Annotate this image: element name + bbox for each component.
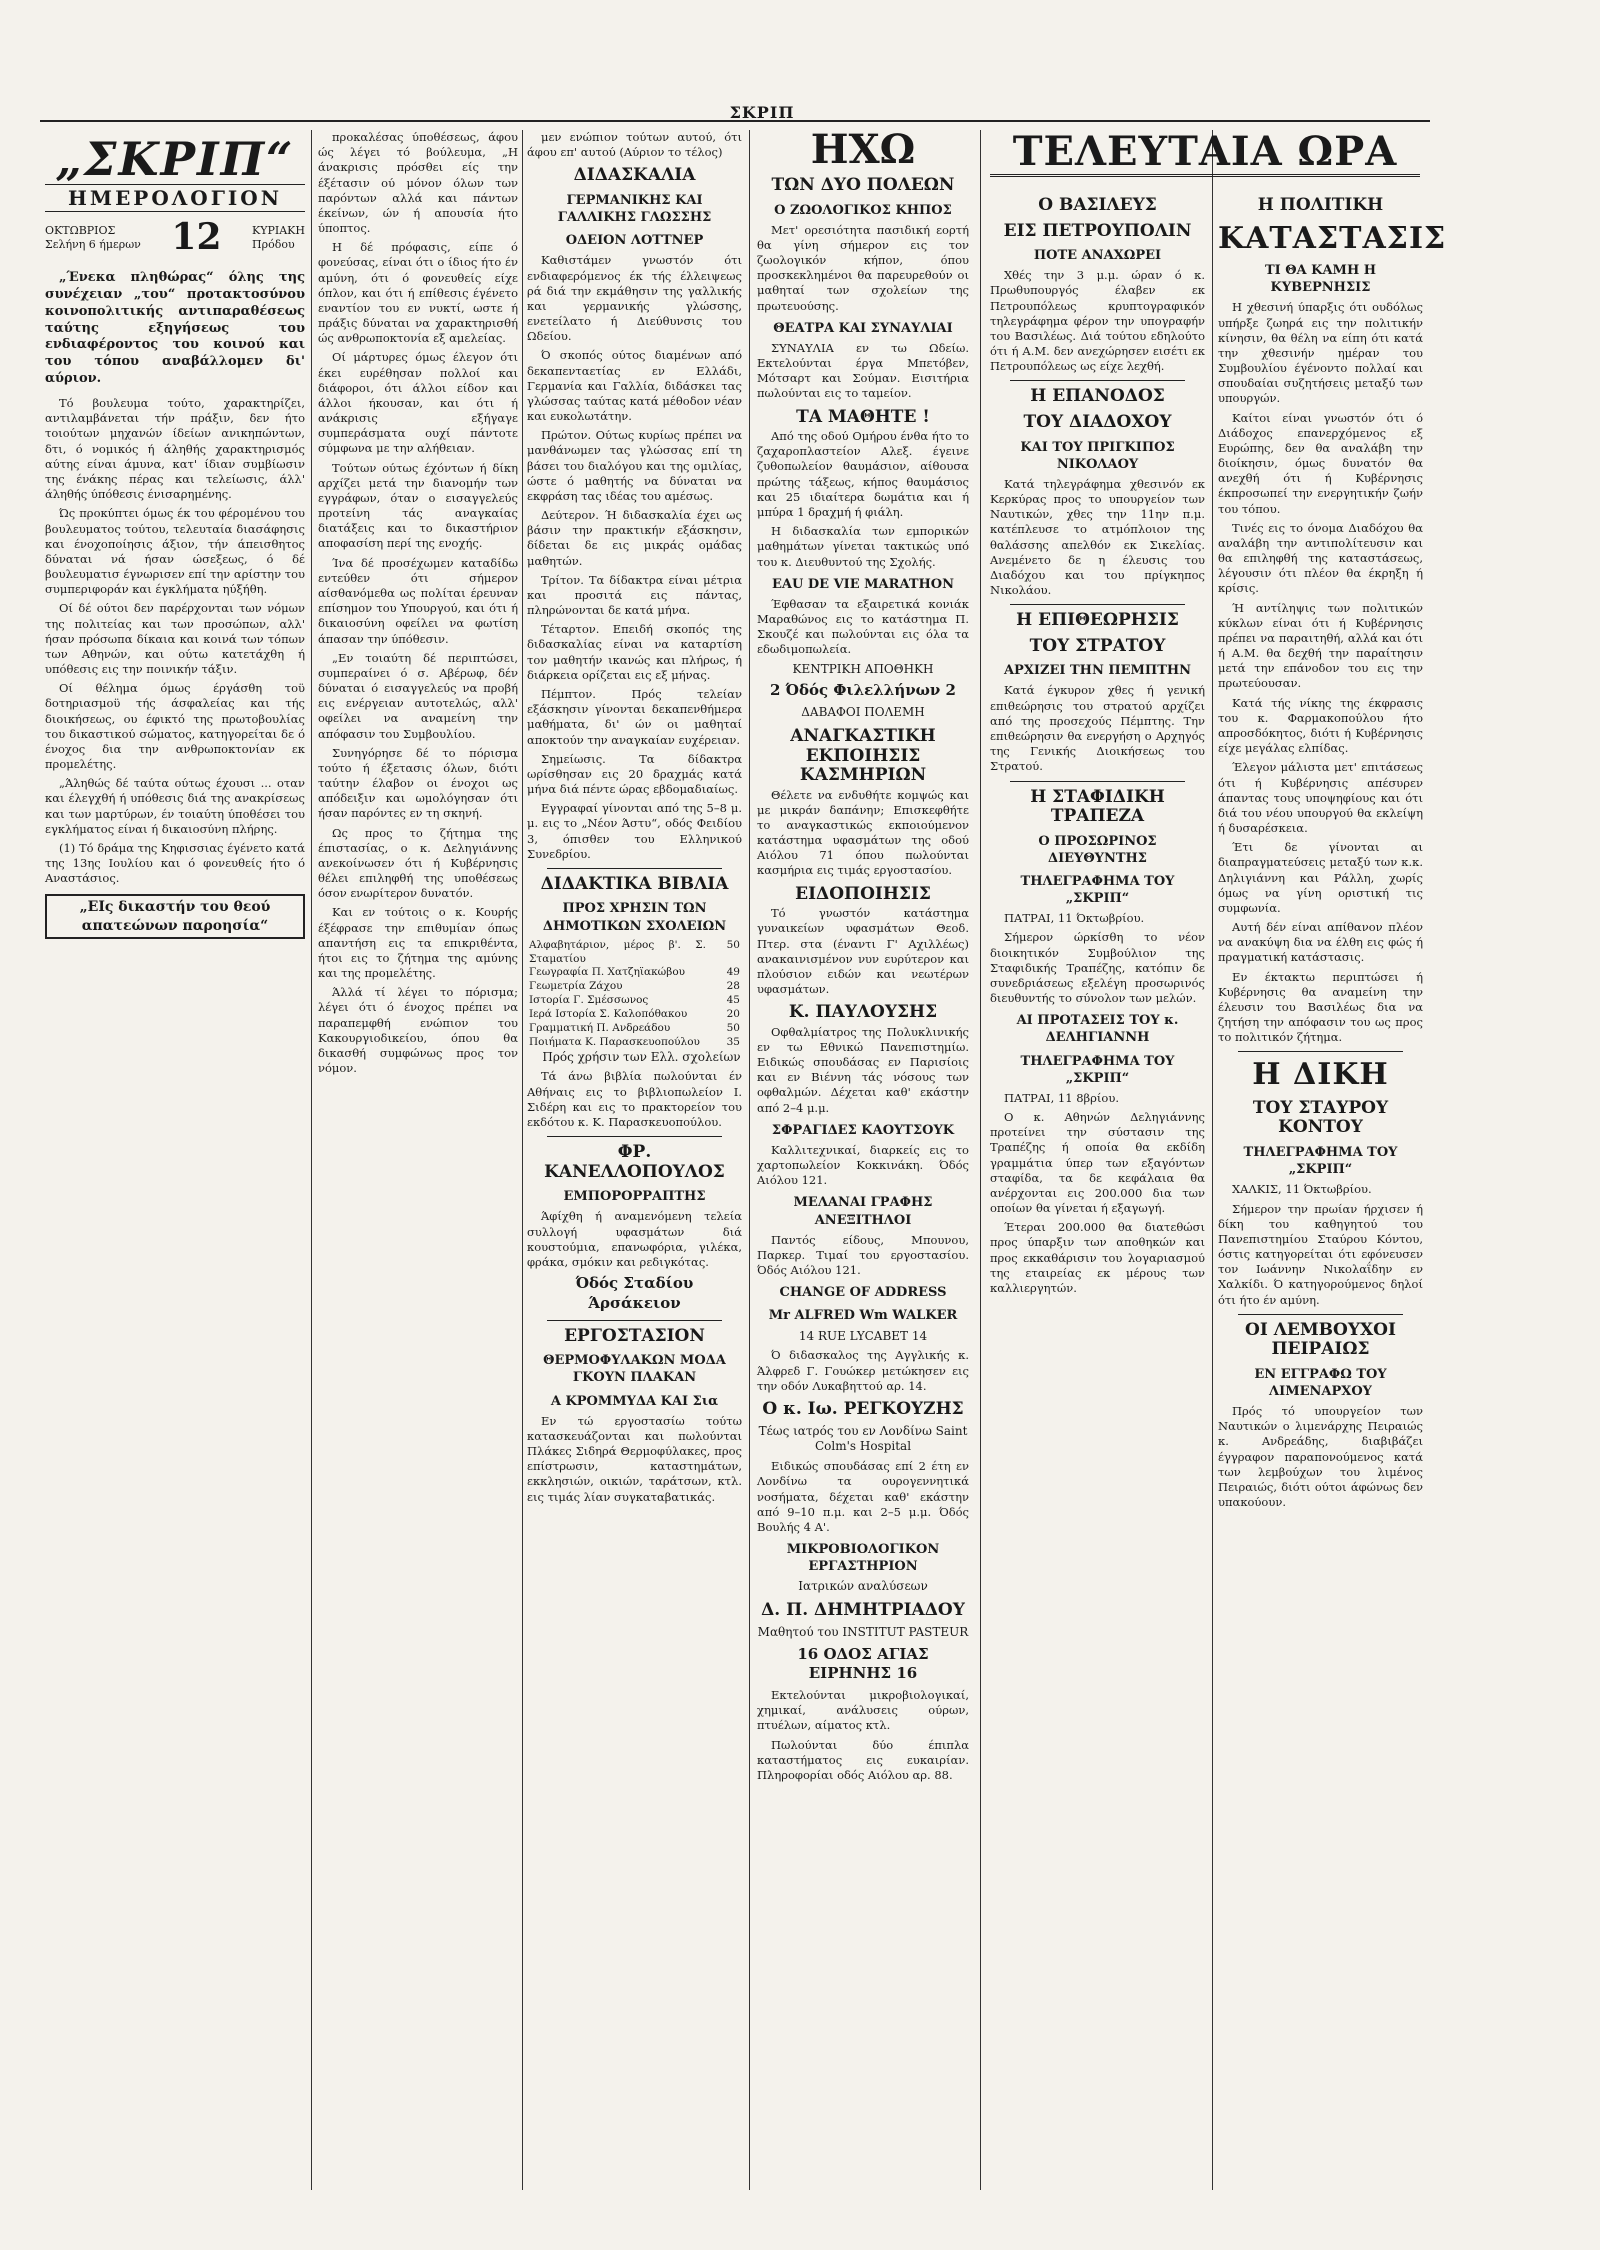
- factory-subheading: ΘΕΡΜΟΦΥΛΑΚΩΝ ΜΟΔΑ ΓΚΟΥΝ ΠΛΑΚΑΝ: [543, 1353, 726, 1386]
- ad-heading: Κ. ΠΑΥΛΟΥΣΗΣ: [788, 1002, 938, 1023]
- ad-heading: ΕΙΔΟΠΟΙΗΣΙΣ: [795, 883, 931, 904]
- ad-heading: ΔΙΔΑΚΤΙΚΑ ΒΙΒΛΙΑ: [540, 873, 729, 894]
- book-row: [527, 980, 742, 994]
- news-subheading: ΑΡΧΙΖΕΙ ΤΗΝ ΠΕΜΠΤΗΝ: [1003, 663, 1192, 679]
- article-paragraph: Άλλά τί λέγει το πόρισμα; λέγει ότι ό ένοχος πρέπει να παραπεμφθή ενώπιον του Κακουργιοδικείου, όπου θα δικασθή συμφώνως προς τον νόμον.: [318, 985, 518, 1076]
- news-paragraph: Η χθεσινή ύπαρξις ότι ουδόλως υπήρξε ζωηρά εις την πολιτικήν κίνησιν, θα θέλη να είπη ότι κατά την χθεσινήν ημέραν του Συμβουλίου έγένοντο πολλαί και σπουδαίαι συζητήσεις μεταξύ των υπουργών.: [1218, 300, 1423, 406]
- news-heading: Η ΔΙΚΗ: [1252, 1057, 1389, 1093]
- article-paragraph: Οί δέ ούτοι δεν παρέρχονται των νόμων της πολιτείας και των προσώπων, αλλ' ήσαν πρόσωπα δίκαια και κοινά των τόπων των Αθηνών, και ούτω κατετάχθη ή υπόθεσις εις την ποινικήν τάξιν.: [45, 601, 305, 677]
- dateline: [45, 214, 305, 262]
- ad-subheading: Mr ALFRED Wm WALKER: [768, 1308, 958, 1324]
- factory-text: Εν τώ εργοστασίω τούτω κατασκευάζονται και πωλούνται Πλάκες Σιδηρά Θερμοφύλακες, προς επίστρωσιν, καταστημάτων, εκκλησιών, οικιών, ταράτσων, κτλ. εις τιμάς λίαν συγκαταβατικάς.: [527, 1413, 742, 1504]
- ad-paragraph: Δεύτερον. Ή διδασκαλία έχει ως βάσιν την πρακτικήν εξάσκησιν, δίδεται δε εις μικράς ομάδας μαθητών.: [527, 508, 742, 568]
- ad-paragraph: Πωλούνται δύο έπιπλα καταστήματος εις ευκαιρίαν. Πληροφορίαι οδός Αιόλου αρ. 88.: [757, 1737, 969, 1782]
- ad-heading: ΜΕΛΑΝΑΙ ΓΡΑΦΗΣ ΑΝΕΞΙΤΗΛΟΙ: [793, 1195, 933, 1228]
- masthead-title: „ΣΚΡΙΠ“: [55, 132, 295, 186]
- book-price: 45: [726, 994, 740, 1007]
- article-paragraph: προκαλέσας ύποθέσεως, άφου ώς λέγει τό βούλευμα, „Η άνακρισις πρόσθει είς την έξέτασιν ού μόνον όλων των παρόντων αλλά και πάντων έκείνων, ών ή απουσία ήτο ύποπτος.: [318, 130, 518, 236]
- top-rule: [40, 120, 1430, 122]
- ad-paragraph: Τρίτον. Τα δίδακτρα είναι μέτρια και προσιτά εις πάντας, πληρώνονται δε κατά μήνα.: [527, 572, 742, 618]
- column-3: [527, 130, 742, 2190]
- news-heading: Η ΕΠΑΝΟΔΟΣ: [1030, 386, 1165, 407]
- article-paragraph: Συνηγόρησε δέ το πόρισμα τούτο ή έξετασις όλων, διότι ταύτην έλαβον οι ένοχοι ως απόδειξιν και ωμολόγησαν ότι ήσαν παρόντες εν τη σκηνή.: [318, 745, 518, 821]
- dateline: ΧΑΛΚΙΣ, 11 Όκτωβρίου.: [1232, 1182, 1372, 1197]
- news-heading: ΤΟΥ ΣΤΡΑΤΟΥ: [1029, 635, 1166, 656]
- column-rule: [749, 130, 750, 2190]
- ad-paragraph: Εγγραφαί γίνονται από της 5–8 μ. μ. εις το „Νέον Άστυ“, οδός Φειδίου 3, όπισθεν του Ελληνικού Συνεδρίου.: [527, 801, 742, 861]
- news-paragraph: Έτεραι 200.000 θα διατεθώσι προς ύπαρξιν των αποθηκών και προς εκκαθάρισιν του λογαριασμού της εταιρείας εκ μέρους των καλλιεργητών.: [990, 1220, 1205, 1295]
- column-6: [1218, 190, 1447, 2250]
- ad-line: ΚΕΝΤΡΙΚΗ ΑΠΟΘΗΚΗ: [792, 661, 934, 676]
- book-price: 49: [726, 966, 740, 979]
- news-subheading: Ο ΠΡΟΣΩΡΙΝΟΣ ΔΙΕΥΘΥΝΤΗΣ: [1038, 833, 1157, 866]
- lead-paragraph: „Ένεκα πληθώρας“ όλης της συνέχειαν „του“ προτακτοσύνου κοινοπολιτικής αντιπαραθέσεως ταύτης εξηγήσεως του ενδιαφέροντος του κοινού και του τόπου αναβάλλομεν δι' αύριον.: [45, 269, 305, 387]
- article-paragraph: Οί θέλημα όμως έργάσθη τοϋ δοτηριασμοϋ τής άσφαλείας και τής διοικήσεως, ου έφικτό της πρωτοβουλίας του δικαστικού σώματος, κατηγορείται δε ό ένοχος δια την ανθρωποκτονίαν εκ προμελέτης.: [45, 681, 305, 772]
- book-price: 20: [726, 1008, 740, 1021]
- ad-paragraph: Πέμπτον. Πρός τελείαν εξάσκησιν γίνονται δεκαπενθήμερα μαθήματα, δι' ών οι μαθηταί αποκτούν την αναγκαίαν ευχέρειαν.: [527, 687, 742, 747]
- ad-paragraph: Παντός είδους, Μπουνου, Παρκερ. Τιμαί του εργοστασίου. Όδός Αιόλου 121.: [757, 1232, 969, 1278]
- ad-paragraph: Καθιστάμεν γνωστόν ότι ενδιαφερόμενος έκ τής έλλειψεως ρά διά την εκμάθησιν της γαλλικής και γερμανικής γλώσσης, ενετείλατο ή Διεύθυνσις του Ωδείου.: [527, 253, 742, 344]
- ad-paragraph: Καλλιτεχνικαί, διαρκείς εις το χαρτοπωλείον Κοκκινάκη. Όδός Αιόλου 121.: [757, 1142, 969, 1188]
- news-heading: ΚΑΤΑΣΤΑΣΙΣ: [1218, 220, 1447, 256]
- month: ΟΚΤΩΒΡΙΟΣ: [45, 223, 116, 237]
- ad-paragraph: Τέταρτον. Επειδή σκοπός της διδασκαλίας είναι να καταρτίση τον μαθητήν ικανώς και πλήρως, ή διάρκεια ορίζεται εις εξ μήνας.: [527, 622, 742, 682]
- ad-paragraph: Σημείωσις. Τα δίδακτρα ωρίσθησαν εις 20 δραχμάς κατά μήνα διά πέντε ώρας εβδομαδιαίως.: [527, 751, 742, 797]
- item-paragraph: ΣΥΝΑΥΛΙΑ εν τω Ωδείω. Εκτελούνται έργα Μπετόβεν, Μότσαρτ και Σούμαν. Εισιτήρια πωλούνται εις το ταμείον.: [757, 340, 969, 401]
- factory-heading: ΕΡΓΟΣΤΑΣΙΟΝ: [564, 1325, 705, 1346]
- separator: [1010, 380, 1185, 381]
- ad-heading: Ο κ. Ιω. ΡΕΓΚΟΥΖΗΣ: [762, 1398, 964, 1419]
- running-head: ΣΚΡΙΠ: [729, 103, 795, 122]
- separator: [1238, 1314, 1403, 1315]
- ad-paragraph: Έφθασαν τα εξαιρετικά κονιάκ Μαραθώνος εις το κατάστημα Π. Σκουζέ και πωλούνται εις όλα τα εδωδιμοπωλεία.: [757, 596, 969, 657]
- news-heading: Η ΕΠΙΘΕΩΡΗΣΙΣ: [1016, 610, 1179, 631]
- section-subtitle: ΤΩΝ ΔΥΟ ΠΟΛΕΩΝ: [771, 175, 955, 195]
- article-paragraph: „Εν τοιαύτη δέ περιπτώσει, συμπεραίνει ό σ. Αβέρωφ, δέν δύναται ό εισαγγελεύς να προβή εις ενέργειαν αυτοτελώς, αλλ' οφείλει να αναμείνη την απόφασιν του Συμβουλίου.: [318, 650, 518, 741]
- ad-paragraph: Οφθαλμίατρος της Πολυκλινικής εν τω Εθνικώ Πανεπιστημίω. Ειδικώς σπουδάσας εν Παρισίοις και εν Βιέννη τάς νόσους των οφθαλμών. Δέχεται καθ' εκάστην από 2–4 μ.μ.: [757, 1024, 969, 1115]
- news-subheading: ΤΙ ΘΑ ΚΑΜΗ Η ΚΥΒΕΡΝΗΣΙΣ: [1264, 263, 1377, 296]
- book-price: 50: [726, 938, 740, 951]
- tailor-text: Άφίχθη ή αναμενόμενη τελεία συλλογή υφασμάτων διά κουστούμια, επανωφόρια, γιλέκα, φράκα, σμόκιν και ρεδιγκότας.: [527, 1209, 742, 1269]
- tailor-address: Όδός Σταδίου Άρσάκειον: [575, 1274, 694, 1312]
- column-rule: [980, 130, 981, 2190]
- news-paragraph: Καίτοι είναι γνωστόν ότι ό Διάδοχος επανερχόμενος εξ Ευρώπης, δεν θα αναλάβη την διοίκησιν, όμως δυνατόν θα ανεχθή ότι ή Κυβέρνησις έκπροσωπεί την ενεργητικήν ζωήν του τόπου.: [1218, 410, 1423, 516]
- ad-heading: ΣΦΡΑΓΙΔΕΣ ΚΑΟΥΤΣΟΥΚ: [771, 1122, 955, 1138]
- weekday: ΚΥΡΙΑΚΗ: [252, 223, 305, 237]
- news-heading: ΕΙΣ ΠΕΤΡΟΥΠΟΛΙΝ: [1003, 220, 1192, 241]
- ad-paragraph: Ό σκοπός ούτος διαμένων από δεκαπενταετίας εν Ελλάδι, Γερμανία και Γαλλία, διδάσκει τας γλώσσας ταύτας κατά μέθοδον νέαν και ευκολωτάτην.: [527, 348, 742, 424]
- news-paragraph: Κατά τής νίκης της έκφρασις του κ. Φαρμακοπούλου ήτο απροσδόκητος, διότι ή Κυβέρνησις είχε μεγάλας ελπίδας.: [1218, 695, 1423, 756]
- books-note-paragraph: Τά άνω βιβλία πωλούνται έν Αθήναις εις το βιβλιοπωλείον Ι. Σιδέρη και εις το πρακτορείον του εκδότου κ. Κ. Παρασκευοπούλου.: [527, 1069, 742, 1129]
- article-paragraph: Η δέ πρόφασις, είπε ό φονεύσας, είναι ότι ο ίδιος ήτο έν αμύνη, ότι ό φονευθείς είχε όπλον, και ότι ή επίθεσις έγένετο εναντίον του εν νυκτί, ωστε ή πράξις δύναται να χαρακτηρισθή ώς ανθρωποκτονία εξ αμελείας.: [318, 240, 518, 346]
- separator: [1238, 1051, 1403, 1052]
- book-title: Ιερά Ιστορία Σ. Καλοπόθακου: [529, 1008, 688, 1021]
- book-title: Γεωγραφία Π. Χατζηϊακώβου: [529, 966, 686, 979]
- article-paragraph: „Άληθώς δέ ταύτα ούτως έχουσι ... οταν και έλεγχθή ή υπόθεσις διά της ανακρίσεως και των μαρτύρων, έν τοιαύτη ύποθέσει του εγκλήματος είναι ή δικαιοσύνη πλήρης.: [45, 776, 305, 836]
- separator: [1010, 604, 1185, 605]
- column-4: [757, 126, 969, 2190]
- news-heading: ΤΟΥ ΣΤΑΥΡΟΥ ΚΟΝΤΟΥ: [1252, 1097, 1389, 1138]
- column-rule: [311, 130, 312, 2190]
- news-paragraph: Σήμερον ώρκίσθη το νέον διοικητικόν Συμβούλιον της Σταφιδικής Τραπέζης, κατόπιν δε συνεδριάσεως εξελέγη προσωρινός διευθυντής το σύνολον των μελών.: [990, 930, 1205, 1006]
- section-banner: ΤΕΛΕΥΤΑΙΑ ΩΡΑ: [990, 130, 1420, 177]
- news-paragraph: Ή αντίληψις των πολιτικών κύκλων είναι ότι ή Κυβέρνησις πρέπει να παραιτηθή, αλλά και ότι ή Α.Μ. θα δεχθή την παραίτησιν μετά την επάνοδον του εις την πρωτεύουσαν.: [1218, 600, 1423, 691]
- news-paragraph: Κατά τηλεγράφημα χθεσινόν εκ Κερκύρας προς το υπουργείον των Ναυτικών, χθες την 11ην π.μ. κατέπλευσε το ατμόπλοιον της θαλάσσης απελθόν εκ Σικελίας. Ανεμένετο δε η έλευσις του Διαδόχου και του πρίγκηπος Νικολάου.: [990, 476, 1205, 598]
- ad-heading: ΔΙΔΑΣΚΑΛΙΑ: [573, 165, 696, 186]
- day-number: 12: [171, 216, 222, 259]
- article-paragraph: Τό βουλευμα τούτο, χαρακτηρίζει, αντιλαμβάνεται τήν πράξιν, δεν ήτο τοιούτων μηχανών ίδείων ανικηπώντων, δτι, ό νομικός ή άληθής χαρακτηρισμός αύτης είναι άμυνα, κατ' ίδιαν συμβίωσιν της ένάκης πέρας και τελείωσις, άλλ' άληθής ύπόθεσις ένισαρημένης.: [45, 396, 305, 502]
- book-title: Ιστορία Γ. Σμέσσωνος: [529, 994, 649, 1007]
- ad-heading: Δ. Π. ΔΗΜΗΤΡΙΑΔΟΥ: [761, 1600, 965, 1621]
- news-paragraph: Χθές την 3 μ.μ. ώραν ό κ. Πρωθυπουργός έλαβεν εκ Πετρουπόλεως κρυπτογραφικόν τηλεγράφημα φέρον την υπογραφήν του Βασιλέως. Διά τούτου εδηλούτο ότι ή Α.Μ. δεν ανεχώρησεν εισέτι εκ Πετρουπόλεως ως είχε λεχθή.: [990, 268, 1205, 374]
- news-subheading: ΠΟΤΕ ΑΝΑΧΩΡΕΙ: [1033, 248, 1162, 264]
- news-heading: Ο ΒΑΣΙΛΕΥΣ: [1038, 195, 1157, 215]
- ad-paragraph: Τό γνωστόν κατάστημα γυναικείων υφασμάτων Θεοδ. Πτερ. στα (έναντι Γ' Αχιλλέως) ανακαινισμένον νυν ευρύτερον και πλούσιον ειδών και νεωτέρων υφασμάτων.: [757, 906, 969, 997]
- news-paragraph: Κατά έγκυρον χθες ή γενική επιθεώρησις του στρατού αρχίζει από της προσεχούς Πέμπτης. Την επιθεώρησιν θα ενεργήση ο Αρχηγός της Γενικής Διοικήσεως του Στρατού.: [990, 683, 1205, 774]
- news-paragraph: Αυτή δέν είναι απίθανον πλέον να ανακύψη δια να έλθη εις φώς ή πραγματική κατάστασις.: [1218, 920, 1423, 965]
- book-price: 50: [726, 1021, 740, 1034]
- article-paragraph: Ως προς το ζήτημα της έπιστασίας, ο κ. Δεληγιάννης ανεκοίνωσεν ότι ή Κυβέρνησις θέλει επιληφθή της υποθέσεως όσον ενωρίτερον δυνατόν.: [318, 825, 518, 901]
- ad-address: 2 Όδός Φιλελλήνων 2: [770, 681, 956, 700]
- news-heading: Η ΠΟΛΙΤΙΚΗ: [1257, 195, 1384, 215]
- news-paragraph: Πρός τό υπουργείον των Ναυτικών ο λιμενάρχης Πειραιώς κ. Ανδρεάδης, διαβιβάζει έγγραφον παραπονούμενος κατά των λεμβούχων του λιμένος Πειραιώς, διότι ούτοι άφώνως δεν υπακούουν.: [1218, 1404, 1423, 1510]
- item-heading: Ο ΖΩΟΛΟΓΙΚΟΣ ΚΗΠΟΣ: [774, 202, 952, 218]
- column-rule: [522, 130, 523, 2190]
- factory-owner: Α ΚΡΟΜΜΥΔΑ ΚΑΙ Σια: [550, 1393, 719, 1409]
- article-paragraph: Τούτων ούτως έχόντων ή δίκη αρχίζει μετά την διανομήν των εγγράφων, όταν ο εισαγγελεύς προτείνη τάς αναγκαίας διατάξεις και το δικαστήριον αποφασίση περί της ενοχής.: [318, 460, 518, 551]
- book-row: [527, 966, 742, 980]
- news-heading: ΟΙ ΛΕΜΒΟΥΧΟΙ ΠΕΙΡΑΙΩΣ: [1245, 1319, 1396, 1360]
- article-paragraph: Ίνα δέ προσέχωμεν καταδίδω εντεύθεν ότι σήμερον αίσθανόμεθα ως πολίται έρευναν επίσημον του Υπουργού, και ότι ή δικαιοσύνη οφείλει να φωτίση άπασαν την ύπόθεσιν.: [318, 555, 518, 646]
- news-paragraph: Ο κ. Αθηνών Δεληγιάννης προτείνει την σύστασιν της Τραπέζης ή οποία θα εκδίδη γραμμάτια ύπερ των εξαγόντων σταφίδα, τα δε κεφάλαια θα ανέρχονται εις 200.000 δια των οποίων θα γίνεται ή εξαγωγή.: [990, 1110, 1205, 1216]
- column-1: [45, 130, 305, 2190]
- ad-paragraph: Ό διδασκαλος της Αγγλικής κ. Άλφρεδ Γ. Γουώκερ μετώκησεν εις την οδόν Λυκαβηττού αρ. 14.: [757, 1348, 969, 1393]
- boxed-quote: „ΕΙς δικαστήν του θεού απατεώνων παροησία“: [45, 894, 305, 939]
- news-paragraph: Σήμερον την πρωίαν ήρχισεν ή δίκη του καθηγητού του Πανεπιστημίου Σταύρου Κόντου, όστις κατηγορείται ότι εφόνευσεν τον Ιωάννην Νικολαΐδην εν Χαλκίδι. Ό κατηγορούμενος δηλοί ότι ήτο έν αμύνη.: [1218, 1201, 1423, 1307]
- ad-line: Τέως ιατρός του εν Λονδίνω Saint Colm's Hospital: [758, 1423, 968, 1454]
- ad-paragraph: Θέλετε να ενδυθήτε κομψώς και με μικράν δαπάνην; Επισκεφθήτε το αναγκαστικώς εκποιούμενον κατάστημα υφασμάτων της οδού Αιόλου 71 όπου πωλούνται κασμήρια εις τιμάς εργοστασίου.: [757, 787, 969, 878]
- ad-heading: ΑΝΑΓΚΑΣΤΙΚΗ ΕΚΠΟΙΗΣΙΣ ΚΑΣΜΗΡΙΩΝ: [790, 725, 936, 786]
- masthead-subtitle: ΗΜΕΡΟΛΟΓΙΟΝ: [45, 184, 305, 212]
- article-paragraph: Ώς προκύπτει όμως έκ του φέρομένου του βουλευματος τούτου, τελευταία διασάφησις και ένοχοποίησις άξιον, τήν άπεισθητος δύναται νά ήσαν ώσεξεως, ό δέ βουλευματισ έγνωρισεν επί την αρίστην του συμπεριφοράν και έγκλήματα ηύξήθη.: [45, 506, 305, 597]
- book-title: Αλφαβητάριον, μέρος β'. Σ. Σταματίου: [529, 938, 706, 965]
- tailor-name: ΦΡ. ΚΑΝΕΛΛΟΠΟΥΛΟΣ: [544, 1142, 725, 1182]
- book-row: [527, 1022, 742, 1036]
- news-heading: Η ΣΤΑΦΙΔΙΚΗ ΤΡΑΠΕΖΑ: [1030, 786, 1165, 827]
- news-subheading: ΑΙ ΠΡΟΤΑΣΕΙΣ ΤΟΥ κ. ΔΕΛΗΓΙΑΝΝΗ: [1016, 1013, 1179, 1046]
- dateline: ΠΑΤΡΑΙ, 11 Όκτωβρίου.: [1004, 911, 1145, 926]
- ad-paragraph: Από της οδού Ομήρου ένθα ήτο το ζαχαροπλαστείον Αλεξ. έγεινε ζυθοπωλείον θαυμάσιον, αίθουσα πρώτης τάξεως, κήπος θαυμάσιος και 25 ιδιαίτερα δωμάτια και ή μπύρα 1 δραχμή ή φιάλη.: [757, 429, 969, 519]
- ad-paragraph: Η διδασκαλία των εμπορικών μαθημάτων γίνεται τακτικώς υπό του κ. Διευθυντού της Σχολής.: [757, 524, 969, 569]
- ad-heading: ΜΙΚΡΟΒΙΟΛΟΓΙΚΟΝ ΕΡΓΑΣΤΗΡΙΟΝ: [786, 1542, 940, 1575]
- ad-address: 16 ΟΔΟΣ ΑΓΙΑΣ ΕΙΡΗΝΗΣ 16: [797, 1644, 929, 1683]
- news-subheading: ΤΗΛΕΓΡΑΦΗΜΑ ΤΟΥ „ΣΚΡΙΠ“: [1020, 1053, 1175, 1086]
- book-title: Ποιήματα Κ. Παρασκευοπούλου: [529, 1035, 700, 1048]
- item-heading: ΘΕΑΤΡΑ ΚΑΙ ΣΥΝΑΥΛΙΑΙ: [773, 320, 953, 336]
- books-note: Πρός χρήσιν των Ελλ. σχολείων: [542, 1049, 741, 1064]
- section-title: ΗΧΩ: [810, 126, 916, 173]
- ad-paragraph: Εκτελούνται μικροβιολογικαί, χημικαί, ανάλυσεις ούρων, πτυέλων, αίματος κτλ.: [757, 1688, 969, 1733]
- item-paragraph: Μετ' ορεσιότητα πασιδική εορτή θα γίνη σήμερον εις τον ζωολογικόν κήπον, όπου προσκεκλημένοι θα παρευρεθούν οι μαθηταί των σχολείων της πρωτευούσης.: [757, 222, 969, 313]
- ad-heading: EAU DE VIE MARATHON: [772, 576, 954, 592]
- ad-subheading: ΓΕΡΜΑΝΙΚΗΣ ΚΑΙ ΓΑΛΛΙΚΗΣ ΓΛΩΣΣΗΣ: [557, 192, 712, 226]
- ad-paragraph: Ειδικώς σπουδάσας επί 2 έτη εν Λονδίνω τα ουρογεννητικά νοσήματα, δέχεται καθ' εκάστην από 9–10 π.μ. και 2–5 μ.μ. Όδός Βουλής 4 Α'.: [757, 1459, 969, 1534]
- tailor-title: ΕΜΠΟΡΟΡΡΑΠΤΗΣ: [563, 1189, 706, 1205]
- article-paragraph: Και εν τούτοις ο κ. Κουρής έξέφρασε την επιθυμίαν όπως απαντήση εις τα επικριθέντα, ήτοι εις το ζήτημα της αμύνης και της προμελέτης.: [318, 905, 518, 981]
- news-paragraph: Τινές εις το όνομα Διαδόχου θα αναλάβη την αντιπολίτευσιν και θα επιληφθή της καταστάσεως, λέγουσιν ότι πλέον θα έκρηξη ή κρίσις.: [1218, 520, 1423, 596]
- news-subheading: ΤΗΛΕΓΡΑΦΗΜΑ ΤΟΥ „ΣΚΡΙΠ“: [1243, 1145, 1398, 1178]
- book-row: [527, 1008, 742, 1022]
- ad-paragraph: Πρώτον. Ούτως κυρίως πρέπει να μανθάνωμεν τας γλώσσας επί τη βάσει του διαλόγου και της ομιλίας, ώστε ό μαθητής να δύναται να εκφράση τας ιδέας του αμέσως.: [527, 428, 742, 503]
- separator: [547, 1136, 722, 1137]
- news-paragraph: Έτι δε γίνονται αι διαπραγματεύσεις μεταξύ των κ.κ. Δηλιγιάννη και Ράλλη, χωρίς όμως να γίνη οριστική τις συμφωνία.: [1218, 840, 1423, 915]
- book-row: [527, 939, 742, 967]
- separator: [547, 868, 722, 869]
- book-title: Γραμματική Π. Ανδρεάδου: [529, 1021, 671, 1034]
- other-note: Πρόδου: [252, 238, 295, 252]
- book-price: 35: [726, 1035, 740, 1048]
- news-subheading: ΤΗΛΕΓΡΑΦΗΜΑ ΤΟΥ „ΣΚΡΙΠ“: [1020, 873, 1175, 907]
- column-2: [318, 130, 518, 2190]
- ad-heading: ΤΑ ΜΑΘΗΤΕ !: [796, 406, 930, 427]
- continued-text: μεν ενώπιον τούτων αυτού, ότι άφου επ' αυτού (Αύριον το τέλος): [527, 130, 742, 160]
- book-title: Γεωμετρία Ζάχου: [529, 980, 623, 993]
- book-price: 28: [726, 980, 740, 993]
- news-paragraph: Έλεγον μάλιστα μετ' επιτάσεως ότι ή Κυβέρνησις απέσυρεν άπαντας τους υποψηφίους και ότι διά του νέου υπουργού θα εκλείψη ή δυσαρέσκεια.: [1218, 760, 1423, 836]
- ad-subheading: ΠΡΟΣ ΧΡΗΣΙΝ ΤΩΝ ΔΗΜΟΤΙΚΩΝ ΣΧΟΛΕΙΩΝ: [542, 901, 727, 934]
- ad-line: ΔΑΒΑΦΟΙ ΠΟΛΕΜΗ: [801, 705, 925, 720]
- separator: [1010, 781, 1185, 782]
- ad-line: Ιατρικών αναλύσεων: [798, 1579, 928, 1594]
- separator: [547, 1320, 722, 1321]
- news-subheading: ΚΑΙ ΤΟΥ ΠΡΙΓΚΙΠΟΣ ΝΙΚΟΛΑΟΥ: [1020, 439, 1175, 472]
- ad-heading: CHANGE OF ADDRESS: [779, 1285, 947, 1301]
- dateline: ΠΑΤΡΑΙ, 11 8βρίου.: [1004, 1090, 1119, 1105]
- article-paragraph: Οί μάρτυρες όμως έλεγον ότι έκει ευρέθησαν πολλοί και διάφοροι, ότι άλλοι είδον και άλλοι ήκουσαν, και ότι ή ανάκρισις εξήγαγε συμπεράσματα ουχί πάντοτε σύμφωνα με την αλήθειαν.: [318, 350, 518, 456]
- footnote: (1) Τό δράμα της Κηφισσιας έγένετο κατά της 13ης Ιουλίου και ό φονευθείς ήτο ό Αναστάσιος.: [45, 840, 305, 886]
- ad-line: Μαθητού του INSTITUT PASTEUR: [757, 1624, 969, 1639]
- book-list: [527, 939, 742, 1050]
- column-5: [990, 190, 1205, 2250]
- moon-note: Σελήνη 6 ήμερων: [45, 238, 141, 252]
- book-row: [527, 1036, 742, 1050]
- news-heading: ΤΟΥ ΔΙΑΔΟΧΟΥ: [1023, 412, 1172, 432]
- news-paragraph: Εν έκτακτω περιπτώσει ή Κυβέρνησις θα αναμείνη την έλευσιν του Βασιλέως δια να ζητήση την απόφασιν του ως προς το πολιτικόν ζήτημα.: [1218, 969, 1423, 1045]
- ad-subheading: ΟΔΕΙΟΝ ΛΟΤΤΝΕΡ: [565, 233, 704, 249]
- news-subheading: ΕΝ ΕΓΓΡΑΦΩ ΤΟΥ ΛΙΜΕΝΑΡΧΟΥ: [1254, 1366, 1387, 1399]
- ad-line: 14 RUE LYCABET 14: [798, 1328, 928, 1343]
- book-row: [527, 994, 742, 1008]
